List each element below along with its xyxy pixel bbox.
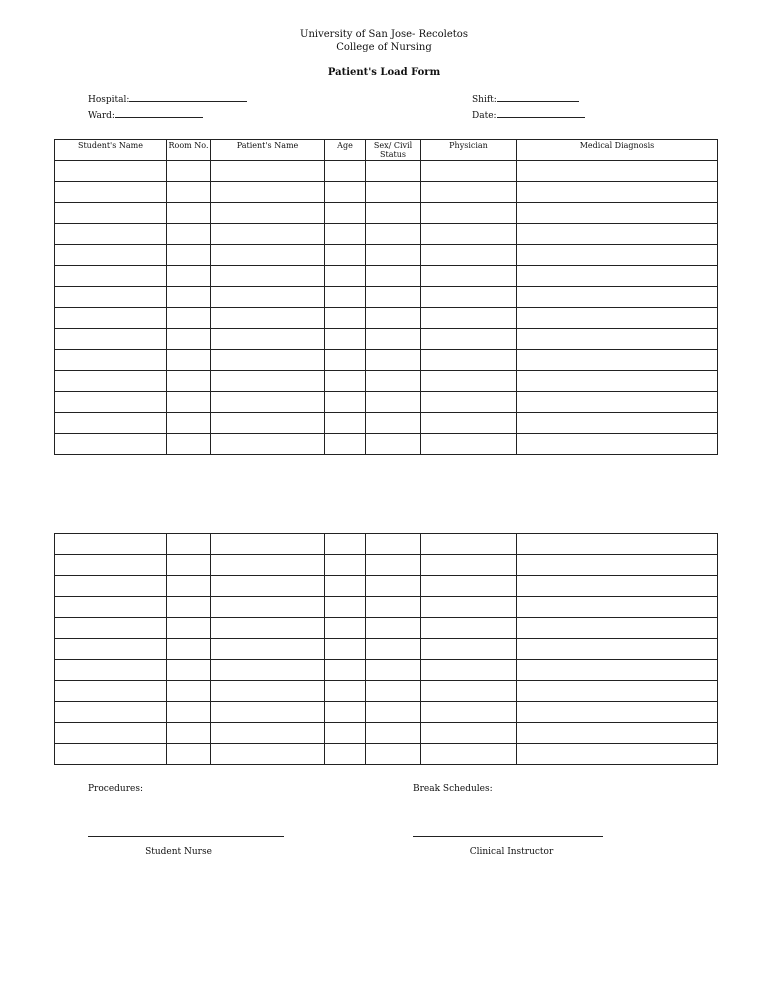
table-row: [55, 392, 718, 413]
table-cell[interactable]: [517, 702, 718, 723]
table-cell[interactable]: [211, 287, 325, 308]
table-row: [55, 224, 718, 245]
table-row: [55, 576, 718, 597]
table-cell[interactable]: [517, 413, 718, 434]
table-cell[interactable]: [55, 534, 167, 555]
table-cell[interactable]: [55, 555, 167, 576]
table-cell[interactable]: [517, 182, 718, 203]
table-cell[interactable]: [211, 618, 325, 639]
table-row: [55, 744, 718, 765]
table-row: [55, 413, 718, 434]
table-row: [55, 534, 718, 555]
table-cell[interactable]: [167, 534, 211, 555]
table-cell[interactable]: [421, 413, 517, 434]
table-cell[interactable]: [517, 597, 718, 618]
table-cell[interactable]: [55, 413, 167, 434]
table-row: [55, 723, 718, 744]
hospital-field: [88, 92, 247, 105]
table-cell[interactable]: [421, 555, 517, 576]
table-cell[interactable]: [421, 681, 517, 702]
table-cell[interactable]: [211, 161, 325, 182]
table-cell[interactable]: [211, 245, 325, 266]
table-cell[interactable]: [366, 681, 421, 702]
table-cell[interactable]: [167, 660, 211, 681]
table-cell[interactable]: [366, 350, 421, 371]
table-cell[interactable]: [366, 182, 421, 203]
ward-label: Ward:: [88, 111, 115, 121]
table-cell[interactable]: [167, 618, 211, 639]
table-cell[interactable]: [167, 639, 211, 660]
table-cell[interactable]: [55, 182, 167, 203]
table-row: [55, 618, 718, 639]
table-row: [55, 555, 718, 576]
table-cell[interactable]: [211, 702, 325, 723]
table-cell[interactable]: [517, 576, 718, 597]
table-cell[interactable]: [517, 203, 718, 224]
table-cell[interactable]: [167, 245, 211, 266]
table-cell[interactable]: [325, 413, 366, 434]
table-cell[interactable]: [325, 287, 366, 308]
table-cell[interactable]: [211, 266, 325, 287]
hospital-label: Hospital:: [88, 95, 130, 105]
table-cell[interactable]: [421, 161, 517, 182]
table-cell[interactable]: [55, 702, 167, 723]
col-header-student-name: Student's Name: [55, 140, 167, 161]
table-cell[interactable]: [517, 245, 718, 266]
table-cell[interactable]: [421, 245, 517, 266]
clinical-instructor-label: Clinical Instructor: [469, 847, 554, 857]
col-header-room-no: Room No.: [167, 140, 211, 161]
table-cell[interactable]: [55, 329, 167, 350]
table-cell[interactable]: [421, 534, 517, 555]
table-cell[interactable]: [517, 392, 718, 413]
hospital-input-line[interactable]: [129, 92, 247, 102]
table-cell[interactable]: [55, 576, 167, 597]
table-cell[interactable]: [167, 744, 211, 765]
table-cell[interactable]: [517, 371, 718, 392]
table-cell[interactable]: [55, 618, 167, 639]
table-cell[interactable]: [167, 161, 211, 182]
shift-input-line[interactable]: [497, 92, 579, 102]
table-row: [55, 182, 718, 203]
table-row: [55, 350, 718, 371]
table-cell[interactable]: [325, 392, 366, 413]
table-cell[interactable]: [55, 723, 167, 744]
table-cell[interactable]: [517, 723, 718, 744]
patient-load-table-1: [54, 139, 718, 455]
table-cell[interactable]: [167, 308, 211, 329]
table-cell[interactable]: [517, 660, 718, 681]
table-cell[interactable]: [211, 308, 325, 329]
col-header-medical-diagnosis: Medical Diagnosis: [517, 140, 718, 161]
table-cell[interactable]: [211, 744, 325, 765]
table-cell[interactable]: [167, 371, 211, 392]
table-cell[interactable]: [366, 597, 421, 618]
table-cell[interactable]: [421, 597, 517, 618]
table-cell[interactable]: [211, 681, 325, 702]
table-cell[interactable]: [421, 371, 517, 392]
table-cell[interactable]: [167, 597, 211, 618]
table-cell[interactable]: [366, 660, 421, 681]
university-name: University of San Jose- Recoletos: [300, 29, 468, 40]
table-cell[interactable]: [421, 287, 517, 308]
table-cell[interactable]: [325, 161, 366, 182]
procedures-label: Procedures:: [88, 784, 143, 794]
patient-load-table-2: [54, 533, 718, 765]
table-cell[interactable]: [517, 350, 718, 371]
table-cell[interactable]: [421, 744, 517, 765]
table-cell[interactable]: [517, 744, 718, 765]
table-cell[interactable]: [366, 618, 421, 639]
student-nurse-label: Student Nurse: [145, 847, 212, 857]
table-cell[interactable]: [167, 224, 211, 245]
table-cell[interactable]: [421, 182, 517, 203]
table-cell[interactable]: [366, 224, 421, 245]
table-cell[interactable]: [517, 681, 718, 702]
table-cell[interactable]: [211, 224, 325, 245]
table-cell[interactable]: [517, 308, 718, 329]
table-cell[interactable]: [211, 392, 325, 413]
table-cell[interactable]: [421, 350, 517, 371]
table-cell[interactable]: [421, 392, 517, 413]
table-cell[interactable]: [55, 161, 167, 182]
break-schedules-label: Break Schedules:: [413, 784, 493, 794]
table-cell[interactable]: [211, 434, 325, 455]
table-cell[interactable]: [366, 702, 421, 723]
table-cell[interactable]: [167, 702, 211, 723]
table-cell[interactable]: [517, 618, 718, 639]
table-row: [55, 287, 718, 308]
table-cell[interactable]: [517, 161, 718, 182]
col-header-physician: Physician: [421, 140, 517, 161]
table-cell[interactable]: [366, 434, 421, 455]
table-cell[interactable]: [211, 576, 325, 597]
table-row: [55, 266, 718, 287]
clinical-instructor-signature-line[interactable]: [413, 836, 603, 837]
table-cell[interactable]: [55, 597, 167, 618]
table-cell[interactable]: [55, 681, 167, 702]
col-header-patient-name: Patient's Name: [211, 140, 325, 161]
table-cell[interactable]: [167, 681, 211, 702]
table-cell[interactable]: [55, 287, 167, 308]
table-cell[interactable]: [55, 371, 167, 392]
table-cell[interactable]: [517, 639, 718, 660]
table-cell[interactable]: [325, 350, 366, 371]
table-cell[interactable]: [517, 266, 718, 287]
table-cell[interactable]: [325, 329, 366, 350]
table-cell[interactable]: [55, 639, 167, 660]
table-cell[interactable]: [325, 308, 366, 329]
table-cell[interactable]: [211, 203, 325, 224]
table-cell[interactable]: [366, 413, 421, 434]
table-row: [55, 371, 718, 392]
table-cell[interactable]: [421, 434, 517, 455]
table-cell[interactable]: [421, 224, 517, 245]
table-cell[interactable]: [325, 371, 366, 392]
table-cell[interactable]: [211, 660, 325, 681]
table-cell[interactable]: [421, 576, 517, 597]
table-cell[interactable]: [167, 434, 211, 455]
table-cell[interactable]: [366, 245, 421, 266]
table-cell[interactable]: [325, 266, 366, 287]
table-row: [55, 681, 718, 702]
table-cell[interactable]: [325, 744, 366, 765]
table-cell[interactable]: [211, 182, 325, 203]
table-cell[interactable]: [211, 350, 325, 371]
table-cell[interactable]: [211, 371, 325, 392]
table-cell[interactable]: [366, 287, 421, 308]
table-cell[interactable]: [366, 555, 421, 576]
table-row: [55, 597, 718, 618]
table-cell[interactable]: [366, 534, 421, 555]
table-cell[interactable]: [366, 723, 421, 744]
table-cell[interactable]: [167, 287, 211, 308]
table-row: [55, 329, 718, 350]
col-header-sex-civil-status: Sex/ Civil Status: [366, 140, 421, 161]
table-cell[interactable]: [366, 161, 421, 182]
table-cell[interactable]: [517, 534, 718, 555]
form-title: Patient's Load Form: [327, 67, 441, 78]
table-cell[interactable]: [167, 555, 211, 576]
college-name: College of Nursing: [336, 42, 432, 53]
table-cell[interactable]: [167, 203, 211, 224]
table-cell[interactable]: [55, 203, 167, 224]
table-cell[interactable]: [325, 702, 366, 723]
table-cell[interactable]: [325, 723, 366, 744]
col-header-age: Age: [325, 140, 366, 161]
table-cell[interactable]: [421, 308, 517, 329]
date-input-line[interactable]: [497, 108, 585, 118]
table-cell[interactable]: [55, 224, 167, 245]
table-cell[interactable]: [325, 182, 366, 203]
table-cell[interactable]: [211, 534, 325, 555]
table-cell[interactable]: [366, 744, 421, 765]
table-cell[interactable]: [55, 308, 167, 329]
table-row: [55, 434, 718, 455]
table-cell[interactable]: [167, 413, 211, 434]
table-cell[interactable]: [211, 555, 325, 576]
table-cell[interactable]: [325, 534, 366, 555]
student-nurse-signature-line[interactable]: [88, 836, 284, 837]
table-cell[interactable]: [421, 618, 517, 639]
table-cell[interactable]: [55, 434, 167, 455]
table-row: [55, 702, 718, 723]
table-cell[interactable]: [517, 555, 718, 576]
table-cell[interactable]: [366, 308, 421, 329]
table-cell[interactable]: [366, 639, 421, 660]
table-cell[interactable]: [325, 555, 366, 576]
table-cell[interactable]: [366, 329, 421, 350]
table-cell[interactable]: [421, 639, 517, 660]
table-cell[interactable]: [325, 660, 366, 681]
table-cell[interactable]: [517, 434, 718, 455]
date-label: Date:: [472, 111, 497, 121]
table-cell[interactable]: [421, 203, 517, 224]
table-cell[interactable]: [421, 702, 517, 723]
ward-field: [88, 108, 203, 121]
table-cell[interactable]: [517, 224, 718, 245]
table-cell[interactable]: [211, 597, 325, 618]
table-cell[interactable]: [55, 660, 167, 681]
table-cell[interactable]: [325, 639, 366, 660]
table-cell[interactable]: [325, 576, 366, 597]
table-cell[interactable]: [211, 723, 325, 744]
table-cell[interactable]: [325, 245, 366, 266]
table-row: [55, 245, 718, 266]
table-cell[interactable]: [211, 639, 325, 660]
table-cell[interactable]: [167, 329, 211, 350]
table-row: [55, 660, 718, 681]
table-cell[interactable]: [167, 723, 211, 744]
table-row: [55, 203, 718, 224]
table-cell[interactable]: [366, 576, 421, 597]
table-cell[interactable]: [366, 203, 421, 224]
table-cell[interactable]: [421, 660, 517, 681]
table-cell[interactable]: [55, 266, 167, 287]
table-cell[interactable]: [421, 266, 517, 287]
date-field: [472, 108, 585, 121]
table-row: [55, 308, 718, 329]
table-cell[interactable]: [325, 203, 366, 224]
table-cell[interactable]: [421, 329, 517, 350]
table-cell[interactable]: [167, 266, 211, 287]
table-cell[interactable]: [55, 744, 167, 765]
table-cell[interactable]: [211, 329, 325, 350]
table-cell[interactable]: [366, 392, 421, 413]
table-cell[interactable]: [421, 723, 517, 744]
table-row: [55, 161, 718, 182]
table-cell[interactable]: [517, 287, 718, 308]
table-cell[interactable]: [517, 329, 718, 350]
table-cell[interactable]: [167, 182, 211, 203]
table-cell[interactable]: [55, 245, 167, 266]
table-header-row: [55, 140, 718, 161]
ward-input-line[interactable]: [115, 108, 203, 118]
table-cell[interactable]: [55, 350, 167, 371]
table-cell[interactable]: [167, 392, 211, 413]
table-cell[interactable]: [167, 576, 211, 597]
table-cell[interactable]: [55, 392, 167, 413]
table-cell[interactable]: [325, 681, 366, 702]
table-cell[interactable]: [167, 350, 211, 371]
table-cell[interactable]: [325, 434, 366, 455]
table-cell[interactable]: [325, 224, 366, 245]
table-cell[interactable]: [366, 266, 421, 287]
table-cell[interactable]: [325, 597, 366, 618]
table-cell[interactable]: [366, 371, 421, 392]
table-cell[interactable]: [211, 413, 325, 434]
table-row: [55, 639, 718, 660]
shift-label: Shift:: [472, 95, 497, 105]
table-cell[interactable]: [325, 618, 366, 639]
shift-field: [472, 92, 579, 105]
